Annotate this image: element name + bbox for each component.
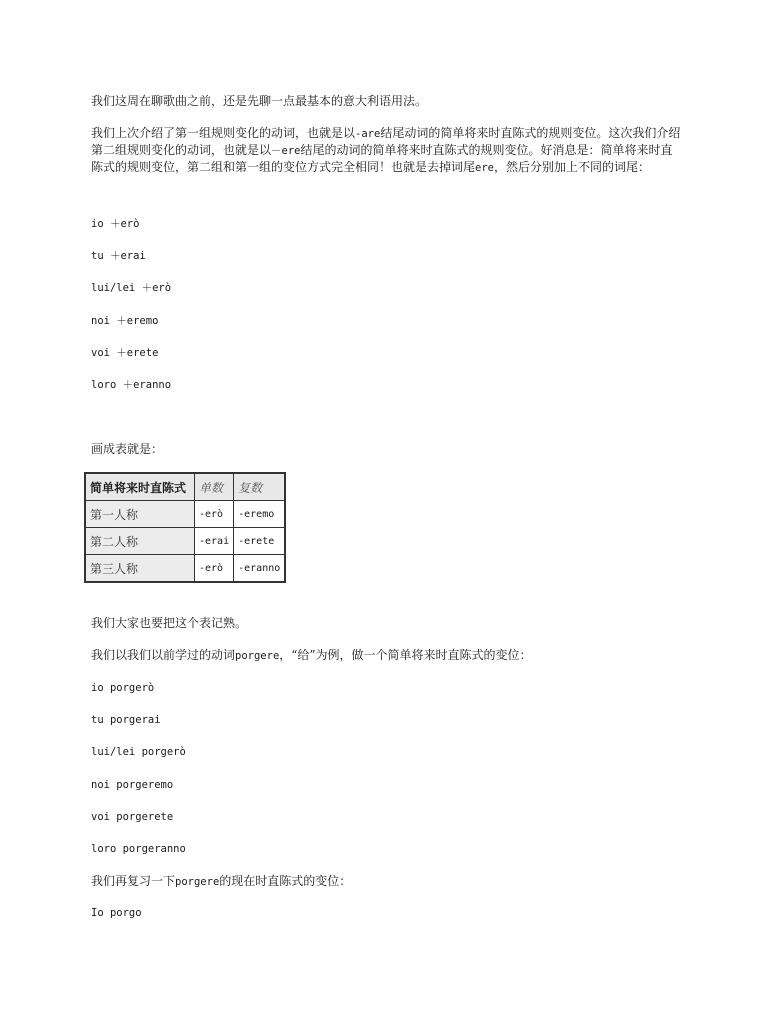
ending-line-voi: voi ＋erete <box>91 347 159 359</box>
ending-ere-short: ere <box>475 162 494 174</box>
table-plural-cell: -eremo <box>234 501 285 528</box>
rule-text-4: ，然后分别加上不同的词尾： <box>493 160 650 174</box>
rule-text-2: 结尾动词的简单将来时直陈式的规则变位。这次我们介绍第二组规则变化的动词，也就是以 <box>91 126 681 157</box>
ending-line-io: io ＋erò <box>91 218 140 230</box>
table-header-tense: 简单将来时直陈式 <box>86 474 195 501</box>
table-header-plural: 复数 <box>234 474 285 501</box>
table-person-cell: 第二人称 <box>86 528 195 555</box>
table-row <box>86 501 285 528</box>
ending-line-noi: noi ＋eremo <box>91 315 159 327</box>
example-text-1: 我们以我们以前学过的动词 <box>91 648 236 662</box>
table-singular-cell: -erò <box>195 555 234 582</box>
future-line-loro: loro porgeranno <box>91 843 186 855</box>
table-singular-cell: -erai <box>195 528 234 555</box>
ending-are: -are <box>355 128 381 140</box>
table-header-row <box>86 474 285 501</box>
rule-paragraph <box>91 125 681 176</box>
verb-porgere-review: porgere <box>175 876 220 888</box>
ending-ere: －ere <box>271 145 301 157</box>
example-text-2: ，“给”为例，做一个简单将来时直陈式的变位： <box>279 648 532 662</box>
review-text-2: 的现在时直陈式的变位： <box>219 874 352 888</box>
ending-line-loro: loro ＋eranno <box>91 379 172 391</box>
table-header-singular: 单数 <box>195 474 234 501</box>
future-line-lui-lei: lui/lei porgerò <box>91 746 186 758</box>
memorize-paragraph: 我们大家也要把这个表记熟。 <box>91 616 248 630</box>
intro-paragraph: 我们这周在聊歌曲之前，还是先聊一点最基本的意大利语用法。 <box>91 94 428 108</box>
ending-line-tu: tu ＋erai <box>91 250 146 262</box>
table-intro: 画成表就是： <box>91 442 164 456</box>
table-person-cell: 第一人称 <box>86 501 195 528</box>
rule-text-1: 我们上次介绍了第一组规则变化的动词，也就是以 <box>91 126 356 140</box>
future-line-tu: tu porgerai <box>91 714 161 726</box>
table-plural-cell: -erete <box>234 528 285 555</box>
future-line-io: io porgerò <box>91 682 155 694</box>
table-plural-cell: -eranno <box>234 555 285 582</box>
rule-text-3: 结尾的动词的简单将来时直陈式的规则变位。好消息是：简单将来时直陈式的规则变位，第二组和第一组的变位方式完全相同！也就是去掉词尾 <box>91 143 673 174</box>
review-text-1: 我们再复习一下 <box>91 874 176 888</box>
future-line-noi: noi porgeremo <box>91 779 174 791</box>
conjugation-table <box>85 473 285 582</box>
table-row <box>86 528 285 555</box>
table-person-cell: 第三人称 <box>86 555 195 582</box>
review-paragraph <box>91 873 681 890</box>
example-paragraph <box>91 647 681 664</box>
present-line-io: Io porgo <box>91 907 142 919</box>
future-line-voi: voi porgerete <box>91 811 174 823</box>
verb-porgere: porgere <box>235 650 280 662</box>
table-row <box>86 555 285 582</box>
table-singular-cell: -erò <box>195 501 234 528</box>
ending-line-lui-lei: lui/lei ＋erò <box>91 282 172 294</box>
